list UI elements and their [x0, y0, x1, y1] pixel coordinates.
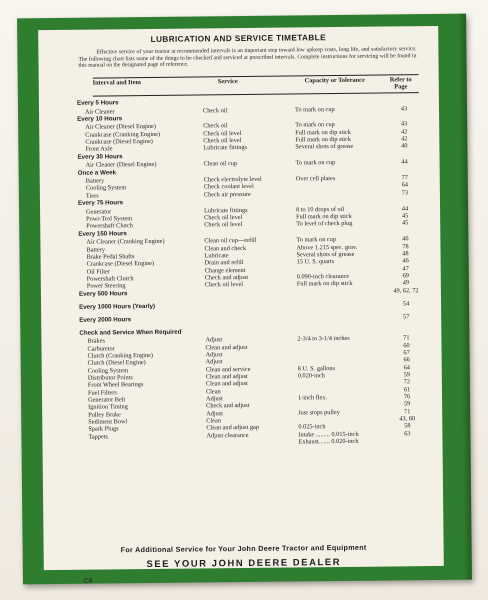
interval-heading: Every 10 Hours	[77, 115, 123, 123]
reference-page: 78	[402, 242, 409, 250]
header-page: Refer to Page	[389, 76, 412, 91]
service-action: Clean oil cup	[203, 160, 238, 168]
capacity-tolerance: 0.090-inch clearance	[296, 272, 350, 281]
service-action: Adjust	[206, 395, 223, 403]
reference-page: 44	[401, 204, 409, 212]
interval-heading: Every 1000 Hours (Yearly)	[79, 302, 156, 311]
service-action: Clean and adjust	[205, 372, 248, 381]
reference-page: 40	[401, 142, 408, 150]
footer-line-2: SEE YOUR JOHN DEERE DEALER	[146, 556, 342, 570]
item-name: Air Cleaner (Diesel Engine)	[85, 123, 157, 132]
booklet-back-cover	[17, 14, 472, 585]
reference-page: 46	[402, 257, 409, 265]
capacity-tolerance: Full mark on dip stick	[295, 128, 351, 137]
interval-heading: Once a Week	[77, 168, 117, 177]
item-name: Air Cleaner (Cranking Engine)	[86, 238, 165, 246]
item-name: Brakes	[87, 337, 105, 345]
capacity-tolerance: 15 U. S. quarts	[296, 258, 335, 266]
item-name: Spark Plugs	[88, 425, 119, 433]
header-interval-item: Interval and Item	[92, 79, 141, 87]
item-name: Cooling System	[87, 366, 129, 375]
capacity-tolerance: Exhaust....... 0.020-inch	[298, 437, 359, 446]
reference-page: 59	[403, 371, 410, 379]
service-action: Check oil	[203, 122, 228, 130]
reference-page: 43	[400, 104, 408, 112]
capacity-tolerance: Intake ......... 0.015-inch	[298, 430, 359, 439]
capacity-tolerance: To level of check plug	[296, 220, 353, 228]
service-action: Lubricate	[204, 252, 229, 260]
capacity-tolerance: To mark on cup	[294, 105, 335, 113]
item-name: Crankcase (Cranking Engine)	[85, 130, 161, 139]
header-service: Service	[217, 78, 238, 86]
capacity-tolerance: Above 1.215 spec. grav.	[296, 243, 358, 251]
item-name: Fuel Filters	[87, 388, 117, 397]
service-action: Adjust	[206, 409, 224, 418]
capacity-tolerance: Full mark on dip stick	[296, 212, 352, 221]
reference-page: 61	[403, 385, 411, 393]
reference-page: 66	[403, 356, 410, 364]
service-action: Clean and adjust gap	[206, 424, 260, 432]
reference-page: 48	[402, 250, 409, 258]
item-name: Pulley Brake	[88, 410, 121, 419]
item-name: Generator	[86, 208, 112, 216]
interval-heading: Every 500 Hours	[78, 289, 128, 298]
item-name: Brake Pedal Shafts	[86, 253, 135, 261]
reference-page: 45	[401, 212, 409, 220]
reference-page: 69	[402, 272, 409, 280]
reference-page: 76	[403, 393, 411, 401]
reference-page: 64	[401, 181, 408, 189]
interval-heading: Every 30 Hours	[77, 153, 123, 161]
interval-heading-row	[41, 313, 441, 324]
footer-line-1: For Additional Service for Your John Deere Tractor and Equipment	[120, 542, 367, 555]
service-action: Clean and adjust	[205, 343, 248, 351]
interval-heading: Every 2000 Hours	[79, 315, 132, 324]
reference-page: 57	[402, 312, 410, 320]
capacity-tolerance: 8 to 10 drops of oil	[296, 205, 345, 214]
reference-page: 59	[403, 400, 411, 408]
item-name: Clutch (Cranking Engine)	[87, 351, 154, 360]
capacity-tolerance: To mark on cup	[295, 159, 336, 167]
reference-page: 47	[402, 264, 409, 272]
reference-page: 54	[402, 299, 410, 307]
item-name: Tires	[85, 192, 99, 200]
reference-page: 77	[401, 174, 408, 182]
service-action: Check oil level	[203, 137, 242, 145]
service-action: Clean and check	[204, 244, 247, 252]
item-name: Air Cleaner	[84, 107, 115, 116]
service-action: Check oil level	[204, 281, 244, 289]
item-name: Oil Filter	[86, 268, 111, 276]
item-name: Generator Belt	[88, 396, 126, 404]
item-name: Clutch (Diesel Engine)	[87, 359, 146, 367]
service-action: Lubricate fittings	[203, 144, 248, 152]
reference-page: 71	[403, 334, 410, 342]
item-name: Crankcase (Diesel Engine)	[85, 137, 153, 146]
item-name: Crankcase (Diesel Engine)	[86, 260, 155, 268]
service-action: Check and adjust	[204, 273, 249, 282]
page-code: C8	[83, 577, 93, 585]
timetable-page	[38, 26, 444, 585]
capacity-tolerance: 8 U. S. gallons	[297, 364, 336, 372]
item-name: Cooling System	[85, 184, 127, 193]
item-name: Powershaft Clutch	[86, 222, 133, 230]
service-action: Drain and refill	[204, 259, 244, 267]
service-action: Adjust clearance	[206, 431, 249, 440]
intro-paragraph: Effective service of your tractor at recommended intervals is an important step toward low upkeep costs, long life, and satisfactory service. The following chart lists some of the things to be checked and serviced at prescribed intervals. Complete instructions for servicing will be found in this manual on the designated page of reference.	[78, 46, 417, 69]
reference-page: 49	[402, 279, 410, 287]
service-action: Check oil level	[204, 221, 243, 229]
reference-page: 64	[403, 363, 410, 371]
service-action: Lubricate fittings	[204, 206, 248, 215]
interval-heading: Check and Service When Required	[79, 328, 182, 337]
item-name: Ignition Timing	[88, 403, 128, 411]
reference-page: 67	[403, 349, 410, 357]
service-action: Check oil level	[203, 129, 242, 138]
item-name: Front Wheel Bearings	[87, 381, 144, 389]
service-action: Check coolant level	[203, 183, 254, 191]
reference-page: 72	[403, 378, 411, 386]
item-name: Carburetor	[87, 344, 115, 353]
interval-heading: Every 5 Hours	[76, 99, 119, 107]
reference-page: 60	[403, 341, 410, 349]
reference-page: 45	[402, 219, 409, 227]
service-action: Clean and service	[205, 365, 251, 373]
capacity-tolerance: Several shots of grease	[295, 143, 354, 151]
service-action: Adjust	[205, 351, 223, 359]
capacity-tolerance: 2-3/4 to 3-1/4 inches	[297, 335, 350, 343]
reference-page: 42	[401, 127, 408, 136]
item-name: Tappets	[88, 433, 108, 441]
service-action: Check oil level	[204, 214, 243, 222]
reference-page: 71	[403, 407, 411, 415]
service-action: Check air pressure	[203, 190, 251, 199]
item-name: Powr-Trol System	[86, 215, 133, 223]
interval-heading: Every 75 Hours	[77, 199, 124, 207]
service-action: Change element	[204, 266, 246, 275]
capacity-tolerance: To mark on cup	[296, 236, 337, 244]
reference-page: 63	[404, 429, 411, 438]
reference-page: 42	[401, 135, 408, 143]
service-action: Clean	[205, 387, 221, 396]
reference-page: 46	[402, 235, 409, 243]
item-name: Power Steering	[86, 282, 126, 290]
item-name: Distributor Points	[87, 374, 133, 382]
capacity-tolerance: 0.025-inch	[298, 423, 326, 431]
service-action: Check oil	[202, 106, 228, 114]
service-action: Clean	[206, 417, 222, 425]
timetable-rows	[38, 26, 444, 570]
capacity-tolerance: Full mark on dip stick	[295, 135, 351, 144]
reference-page: 73	[401, 189, 409, 197]
item-name: Air Cleaner (Diesel Engine)	[85, 161, 157, 169]
page-title: LUBRICATION AND SERVICE TIMETABLE	[150, 33, 326, 44]
service-action: Clean oil cup—refill	[204, 237, 257, 245]
capacity-tolerance: Just stops pulley	[298, 408, 340, 417]
interval-heading-row	[41, 300, 441, 311]
item-name: Front Axle	[85, 145, 113, 154]
item-name: Sediment Bowl	[88, 418, 128, 426]
item-name: Battery	[85, 177, 105, 185]
item-name: Battery	[86, 246, 106, 254]
reference-page: 49, 62, 72	[393, 286, 419, 295]
service-action: Check and adjust	[206, 402, 250, 410]
capacity-tolerance: Over cell plates	[295, 175, 336, 183]
item-name: Powershaft Clutch	[86, 275, 134, 283]
service-action: Adjust	[205, 358, 223, 366]
reference-page: 58	[404, 422, 411, 430]
reference-page: 43	[400, 120, 408, 128]
capacity-tolerance: 1-inch flex.	[298, 394, 328, 402]
header-capacity: Capacity or Tolerance	[304, 76, 365, 85]
service-action: Clean and adjust	[205, 380, 248, 388]
reference-page: 44	[401, 158, 408, 166]
capacity-tolerance: Several shots of grease	[296, 250, 355, 259]
reference-page: 43, 60	[399, 415, 416, 423]
service-action: Check electrolyte level	[203, 175, 262, 184]
capacity-tolerance: 0.020-inch	[297, 372, 325, 380]
service-action: Adjust	[205, 336, 223, 344]
interval-heading: Every 150 Hours	[78, 229, 127, 238]
capacity-tolerance: Full mark on dip stick	[296, 280, 353, 288]
capacity-tolerance: To mark on cup	[295, 121, 335, 129]
